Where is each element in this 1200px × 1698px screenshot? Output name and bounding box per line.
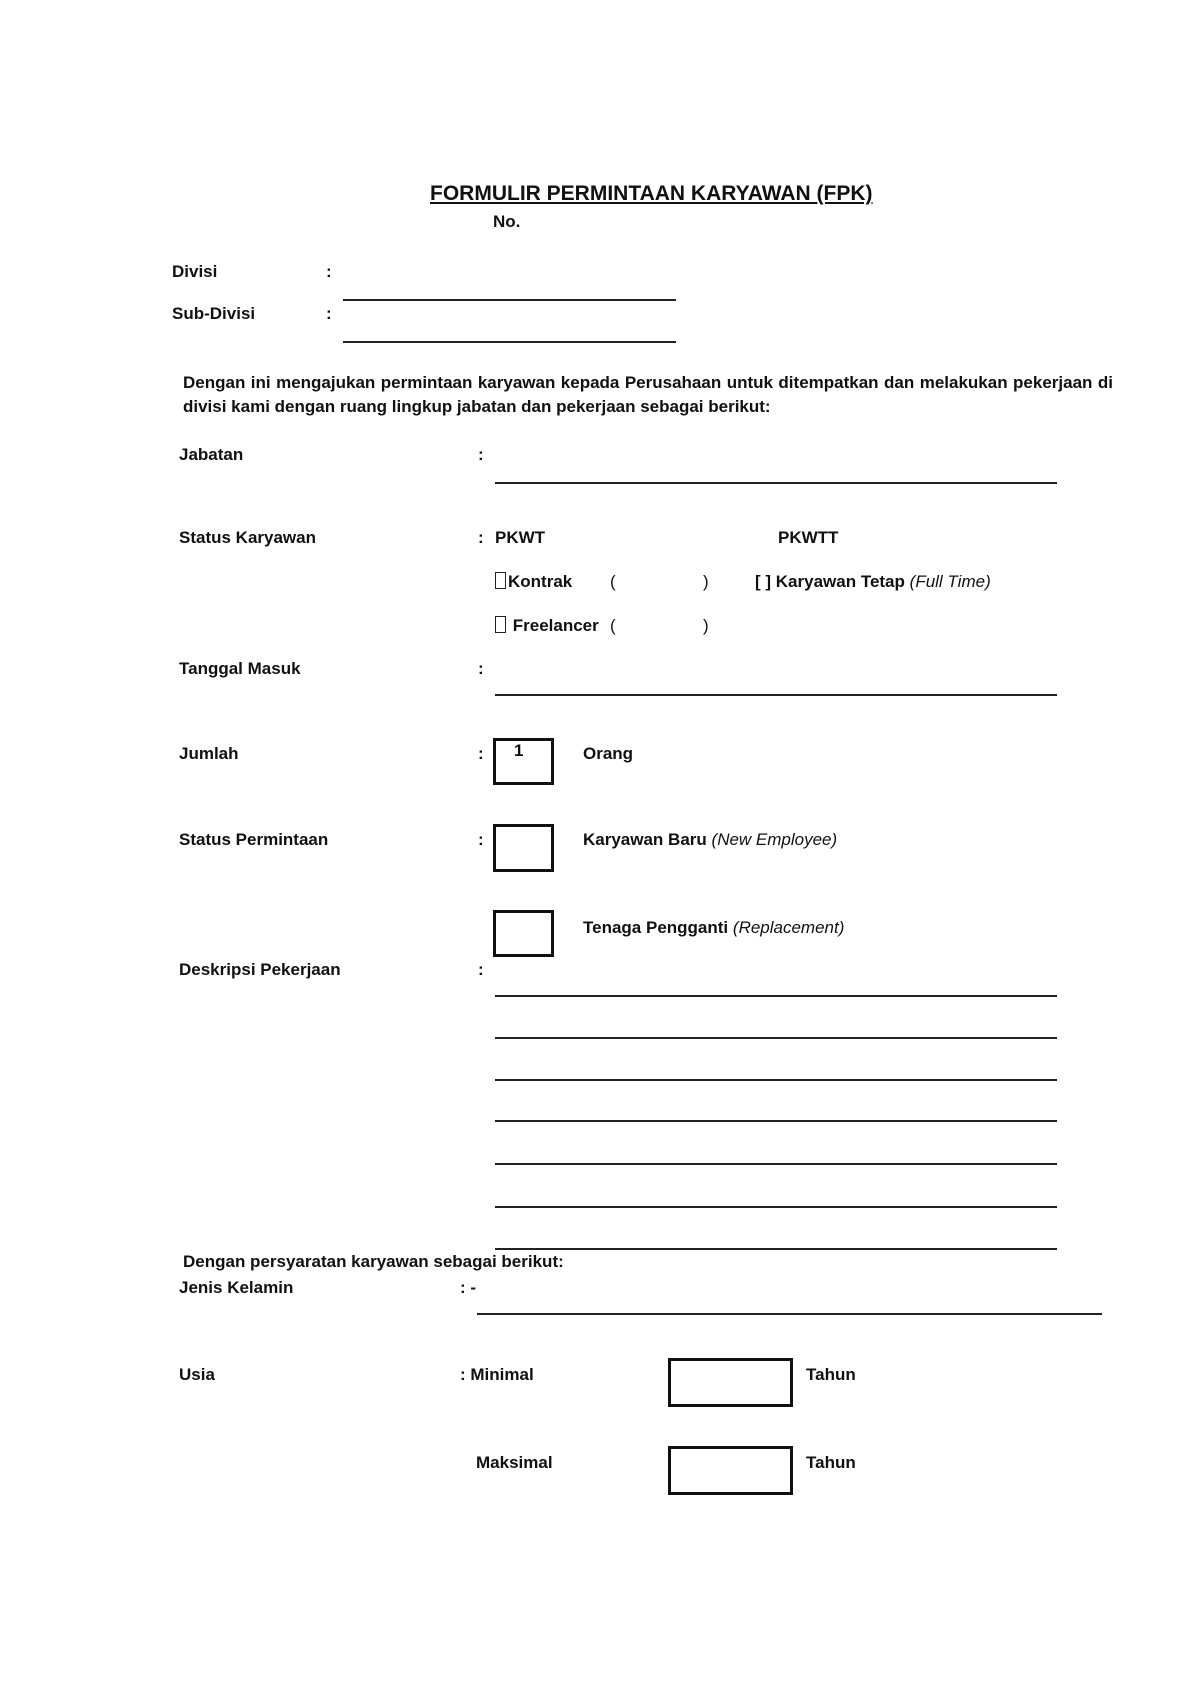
deskripsi-line[interactable] [495, 1206, 1057, 1208]
jenis-kelamin-label: Jenis Kelamin [179, 1278, 294, 1297]
karyawan-tetap-paren-close: ) [985, 572, 991, 591]
karyawan-baru-label: Karyawan Baru [583, 830, 707, 849]
subdivisi-input-line[interactable] [343, 341, 676, 343]
persyaratan-intro: Dengan persyaratan karyawan sebagai berikut: [183, 1252, 564, 1271]
karyawan-baru-option: Karyawan Baru (New Employee) [583, 830, 838, 849]
subdivisi-colon: : [326, 304, 332, 323]
freelancer-checkbox-icon[interactable] [495, 616, 506, 633]
usia-minimal-label: : Minimal [460, 1365, 534, 1384]
deskripsi-line[interactable] [495, 1079, 1057, 1081]
form-number-label: No. [493, 212, 521, 231]
jumlah-input-box[interactable] [493, 738, 554, 785]
freelancer-paren-open: ( [610, 616, 616, 635]
deskripsi-line[interactable] [495, 1248, 1057, 1250]
jumlah-unit: Orang [583, 744, 634, 763]
usia-label: Usia [179, 1365, 215, 1384]
jabatan-colon: : [478, 445, 484, 464]
freelancer-paren-close: ) [703, 616, 709, 635]
intro-paragraph: Dengan ini mengajukan permintaan karyawan kepada Perusahaan untuk ditempatkan dan melakukan pekerjaan di divisi kami dengan ruang lingkup jabatan dan pekerjaan sebagai berikut: [183, 373, 1113, 416]
deskripsi-label: Deskripsi Pekerjaan [179, 960, 341, 979]
tenaga-pengganti-option: Tenaga Pengganti (Replacement) [583, 918, 845, 937]
jumlah-value: 1 [514, 741, 524, 760]
karyawan-baru-checkbox[interactable] [493, 824, 554, 872]
divisi-colon: : [326, 262, 332, 281]
kontrak-paren-open: ( [610, 572, 616, 591]
status-karyawan-colon: : [478, 528, 484, 547]
jabatan-label: Jabatan [179, 445, 244, 464]
kontrak-option[interactable] [495, 572, 572, 592]
karyawan-tetap-checkbox[interactable]: [ ] [755, 572, 772, 591]
subdivisi-label: Sub-Divisi [172, 304, 256, 323]
deskripsi-line[interactable] [495, 1163, 1057, 1165]
jenis-kelamin-input-line[interactable] [477, 1313, 1102, 1315]
karyawan-tetap-paren-open: ( [909, 572, 916, 591]
tanggal-masuk-input-line[interactable] [495, 694, 1057, 696]
jumlah-colon: : [478, 744, 484, 763]
status-permintaan-colon: : [478, 830, 484, 849]
kontrak-checkbox-icon[interactable] [495, 572, 506, 589]
status-permintaan-label: Status Permintaan [179, 830, 329, 849]
divisi-label: Divisi [172, 262, 218, 281]
kontrak-label: Kontrak [508, 572, 573, 591]
tanggal-masuk-colon: : [478, 659, 484, 678]
jumlah-label: Jumlah [179, 744, 239, 763]
deskripsi-colon: : [478, 960, 484, 979]
jabatan-input-line[interactable] [495, 482, 1057, 484]
divisi-input-line[interactable] [343, 299, 676, 301]
usia-maksimal-label: Maksimal [476, 1453, 553, 1472]
freelancer-option[interactable] [495, 616, 599, 636]
karyawan-tetap-english: Full Time [915, 572, 986, 591]
karyawan-tetap-label: Karyawan Tetap [775, 572, 905, 591]
tenaga-pengganti-label: Tenaga Pengganti [583, 918, 729, 937]
tenaga-pengganti-english: Replacement [738, 918, 839, 937]
jenis-kelamin-value[interactable]: : - [460, 1278, 477, 1297]
usia-minimal-unit: Tahun [806, 1365, 856, 1384]
deskripsi-line[interactable] [495, 995, 1057, 997]
deskripsi-line[interactable] [495, 1120, 1057, 1122]
usia-maksimal-unit: Tahun [806, 1453, 856, 1472]
pkwt-heading: PKWT [495, 528, 546, 547]
freelancer-label: Freelancer [512, 616, 599, 635]
kontrak-paren-close: ) [703, 572, 709, 591]
usia-minimal-input[interactable] [668, 1358, 793, 1407]
karyawan-tetap-option[interactable] [755, 572, 991, 592]
karyawan-baru-english: New Employee [717, 830, 832, 849]
pkwtt-heading: PKWTT [778, 528, 839, 547]
tenaga-pengganti-checkbox[interactable] [493, 910, 554, 957]
form-title: FORMULIR PERMINTAAN KARYAWAN (FPK) [430, 182, 873, 205]
usia-maksimal-input[interactable] [668, 1446, 793, 1495]
deskripsi-line[interactable] [495, 1037, 1057, 1039]
tanggal-masuk-label: Tanggal Masuk [179, 659, 301, 678]
status-karyawan-label: Status Karyawan [179, 528, 316, 547]
